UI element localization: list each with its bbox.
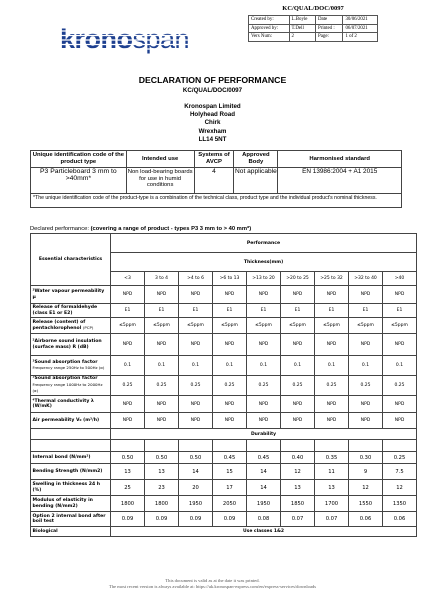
value-cell: NPD: [145, 396, 179, 413]
empty-cell: [247, 440, 281, 452]
characteristic-label: [31, 376, 111, 396]
value-cell: ≤5ppm: [349, 318, 383, 334]
characteristic-subtext: Frequency range 1000Hz to 2000Hz (α): [32, 381, 103, 394]
durability-header-row: [31, 429, 417, 440]
essential-characteristics-header: Essential characteristics: [31, 234, 111, 286]
value-cell: 14: [179, 464, 213, 480]
empty-cell: [145, 440, 179, 452]
value-cell: NPD: [145, 334, 179, 356]
kronospan-logo: [60, 26, 225, 52]
value-cell: 25: [111, 480, 145, 496]
address-line: Kronospan Limited: [184, 103, 241, 110]
value-cell: 13: [315, 480, 349, 496]
doc-box-cell: L.Boyle: [289, 16, 315, 25]
characteristic-row: [31, 286, 417, 304]
value-cell: 1350: [383, 496, 417, 512]
value-cell: 0.50: [145, 452, 179, 464]
doc-box-cell: 06/07/2021: [343, 24, 378, 33]
doc-box-cell: Page:: [315, 33, 342, 42]
value-cell: 0.25: [349, 376, 383, 396]
value-cell: NPD: [281, 396, 315, 413]
product-header-cell: Systems of AVCP: [194, 151, 234, 168]
value-cell: NPD: [349, 396, 383, 413]
durability-row: [31, 452, 417, 464]
value-cell: ≤5ppm: [179, 318, 213, 334]
declared-performance-heading: [30, 226, 251, 232]
value-cell: 1800: [111, 496, 145, 512]
empty-cell: [31, 440, 111, 452]
value-cell: 0.1: [213, 356, 247, 376]
value-cell: 0.07: [281, 512, 315, 527]
value-cell: 0.1: [145, 356, 179, 376]
value-cell: NPD: [349, 413, 383, 429]
value-cell: NPD: [247, 286, 281, 304]
durability-row: [31, 512, 417, 527]
characteristic-label: [31, 334, 111, 356]
value-cell: NPD: [179, 413, 213, 429]
value-cell: NPD: [247, 396, 281, 413]
characteristic-row: [31, 334, 417, 356]
empty-cell: [281, 440, 315, 452]
performance-table: [30, 233, 417, 537]
footer-line: The most recent version is always available at: https://uk.kronospan-express.com/en/express-services/downloads: [108, 584, 317, 589]
value-cell: E1: [213, 304, 247, 318]
value-cell: 0.25: [213, 376, 247, 396]
product-cell: Not applicable: [234, 168, 278, 194]
value-cell: E1: [179, 304, 213, 318]
value-cell: 2050: [213, 496, 247, 512]
durability-label: Modulus of elasticity in bending (N/mm2): [31, 496, 111, 512]
value-cell: 0.1: [179, 356, 213, 376]
product-cell: EN 13986:2004 + A1 2015: [278, 168, 402, 194]
empty-cell: [315, 440, 349, 452]
characteristic-name: ³Sound absorption factor: [32, 359, 98, 365]
value-cell: NPD: [213, 286, 247, 304]
doc-box-cell: 1 of 2: [343, 33, 378, 42]
address-line: Holyhead Road: [189, 111, 236, 119]
value-cell: 15: [213, 464, 247, 480]
value-cell: 0.45: [213, 452, 247, 464]
product-header-cell: Harmonised standard: [278, 151, 402, 168]
thickness-cell: >13 to 20: [247, 272, 281, 286]
footer-note: [0, 578, 425, 590]
value-cell: 0.06: [349, 512, 383, 527]
value-cell: 9: [349, 464, 383, 480]
value-cell: 1950: [247, 496, 281, 512]
doc-box-cell: Printed :: [315, 24, 342, 33]
value-cell: 23: [145, 480, 179, 496]
value-cell: 0.25: [179, 376, 213, 396]
doc-box-cell: Date: [315, 16, 342, 25]
value-cell: ≤5ppm: [145, 318, 179, 334]
doc-box-cell: 2: [289, 33, 315, 42]
value-cell: 13: [111, 464, 145, 480]
thickness-cell: 3 to 4: [145, 272, 179, 286]
product-cell: 4: [194, 168, 234, 194]
biological-label: Biological: [31, 527, 111, 537]
address-line: Wrexham: [198, 127, 227, 135]
thickness-cell: >25 to 32: [315, 272, 349, 286]
empty-cell: [349, 440, 383, 452]
value-cell: 0.25: [383, 452, 417, 464]
declared-range: (covering a range of product - types P3 3 mm to > 40 mm*): [90, 226, 252, 232]
product-table: [30, 150, 402, 208]
characteristic-name: ²Airborne sound insulation (surface mass) R (dB): [32, 339, 102, 350]
value-cell: 1700: [315, 496, 349, 512]
empty-cell: [179, 440, 213, 452]
value-cell: 11: [315, 464, 349, 480]
value-cell: NPD: [145, 413, 179, 429]
address-line: Chirk: [204, 119, 221, 127]
value-cell: NPD: [179, 334, 213, 356]
declared-label: Declared performance:: [30, 226, 91, 232]
doc-reference: KC/QUAL/DOC/0097: [282, 5, 344, 12]
durability-label: Bending Strength (N/mm2): [31, 464, 111, 480]
value-cell: E1: [111, 304, 145, 318]
page-subtitle: KC/QUAL/DOC/0097: [182, 87, 243, 94]
value-cell: NPD: [315, 413, 349, 429]
empty-cell: [111, 440, 145, 452]
biological-row: [31, 527, 417, 537]
value-cell: 0.25: [247, 376, 281, 396]
thickness-cell: >4 to 6: [179, 272, 213, 286]
characteristic-label: [31, 286, 111, 304]
value-cell: NPD: [213, 334, 247, 356]
characteristic-label: [31, 356, 111, 376]
value-cell: 0.1: [111, 356, 145, 376]
doc-box-cell: T.Dell: [289, 24, 315, 33]
value-cell: 14: [247, 464, 281, 480]
value-cell: 0.25: [111, 376, 145, 396]
logo-bold-text: krono: [60, 24, 133, 54]
characteristic-label: [31, 304, 111, 318]
empty-cell: [213, 440, 247, 452]
value-cell: 0.25: [383, 376, 417, 396]
value-cell: NPD: [111, 334, 145, 356]
thickness-cell: >6 to 13: [213, 272, 247, 286]
value-cell: E1: [349, 304, 383, 318]
value-cell: NPD: [179, 286, 213, 304]
value-cell: 0.1: [383, 356, 417, 376]
value-cell: 14: [247, 480, 281, 496]
durability-row: [31, 480, 417, 496]
value-cell: NPD: [383, 396, 417, 413]
characteristic-row: [31, 376, 417, 396]
characteristic-name: Release of formaldehyde (class E1 or E2): [32, 305, 98, 316]
performance-header: Performance: [111, 234, 417, 253]
value-cell: 0.35: [315, 452, 349, 464]
doc-box-cell: Vers Num:: [249, 33, 290, 42]
value-cell: NPD: [281, 334, 315, 356]
value-cell: 0.07: [315, 512, 349, 527]
product-header-cell: Unique identification code of the product type: [31, 151, 127, 168]
value-cell: NPD: [315, 286, 349, 304]
value-cell: ≤5ppm: [111, 318, 145, 334]
durability-header: Durability: [111, 429, 417, 440]
durability-label: Swelling in thickness 24 h (%): [31, 480, 111, 496]
value-cell: E1: [145, 304, 179, 318]
doc-box-cell: Created by:: [249, 16, 290, 25]
value-cell: 0.1: [315, 356, 349, 376]
logo-light-text: span: [132, 24, 190, 54]
characteristic-row: [31, 318, 417, 334]
characteristic-subtext: (PCP): [82, 325, 94, 330]
product-cell: Non load-bearing boards for use in humid conditions: [126, 168, 194, 194]
value-cell: NPD: [383, 413, 417, 429]
value-cell: NPD: [213, 413, 247, 429]
value-cell: 7.5: [383, 464, 417, 480]
characteristic-label: [31, 318, 111, 334]
value-cell: NPD: [213, 396, 247, 413]
characteristic-name: Air permeability V₀ (m³/h): [32, 417, 100, 423]
value-cell: ≤5ppm: [247, 318, 281, 334]
value-cell: E1: [247, 304, 281, 318]
thickness-cell: <3: [111, 272, 145, 286]
value-cell: NPD: [179, 396, 213, 413]
value-cell: NPD: [111, 396, 145, 413]
product-note: *The unique identification code of the product-type is a combination of the technical class, product type and the individual product's nominal thickness.: [31, 194, 402, 208]
value-cell: 17: [213, 480, 247, 496]
value-cell: E1: [383, 304, 417, 318]
value-cell: 12: [383, 480, 417, 496]
characteristic-row: [31, 304, 417, 318]
value-cell: ≤5ppm: [281, 318, 315, 334]
value-cell: 0.25: [145, 376, 179, 396]
doc-box-row: [249, 33, 378, 42]
characteristic-name: ³Water vapour permeability μ: [32, 289, 105, 300]
value-cell: NPD: [281, 413, 315, 429]
characteristic-name: ⁴Thermal conductivity λ (W/mK): [32, 398, 94, 409]
doc-box-cell: 30/06/2021: [343, 16, 378, 25]
durability-row: [31, 496, 417, 512]
value-cell: 0.09: [179, 512, 213, 527]
value-cell: 0.50: [111, 452, 145, 464]
product-header-cell: Approved Body: [234, 151, 278, 168]
durability-row: [31, 464, 417, 480]
characteristic-label: [31, 396, 111, 413]
value-cell: NPD: [111, 413, 145, 429]
value-cell: E1: [281, 304, 315, 318]
value-cell: E1: [315, 304, 349, 318]
characteristic-row: [31, 356, 417, 376]
empty-cell: [31, 429, 111, 440]
biological-value: Use classes 1&2: [111, 527, 417, 537]
value-cell: 1800: [145, 496, 179, 512]
characteristic-subtext: Frequency range 250Hz to 500Hz (α): [32, 365, 105, 370]
value-cell: 0.50: [179, 452, 213, 464]
characteristic-row: [31, 413, 417, 429]
value-cell: NPD: [145, 286, 179, 304]
spacer-row: [31, 440, 417, 452]
value-cell: NPD: [247, 413, 281, 429]
value-cell: NPD: [383, 286, 417, 304]
characteristic-label: [31, 413, 111, 429]
value-cell: 0.09: [111, 512, 145, 527]
value-cell: 0.45: [247, 452, 281, 464]
thickness-cell: >40: [383, 272, 417, 286]
thickness-cell: >20 to 25: [281, 272, 315, 286]
value-cell: 12: [281, 464, 315, 480]
value-cell: 1950: [179, 496, 213, 512]
doc-box-row: [249, 24, 378, 33]
value-cell: 0.08: [247, 512, 281, 527]
value-cell: 1550: [349, 496, 383, 512]
characteristic-name: ³Sound absorption factor: [32, 376, 98, 382]
value-cell: 0.09: [213, 512, 247, 527]
doc-box-row: [249, 16, 378, 25]
value-cell: NPD: [349, 286, 383, 304]
value-cell: 0.40: [281, 452, 315, 464]
characteristic-name: Release (content) of pentachlorophenol: [32, 319, 86, 331]
value-cell: 0.1: [349, 356, 383, 376]
product-cell: P3 Particleboard 3 mm to >40mm*: [31, 168, 127, 194]
value-cell: NPD: [315, 396, 349, 413]
value-cell: 13: [281, 480, 315, 496]
thickness-cell: >32 to 40: [349, 272, 383, 286]
performance-header-row: [31, 234, 417, 253]
doc-control-box: [248, 15, 378, 42]
page-title: DECLARATION OF PERFORMANCE: [138, 75, 287, 85]
value-cell: 13: [145, 464, 179, 480]
value-cell: 0.1: [247, 356, 281, 376]
value-cell: 0.25: [315, 376, 349, 396]
value-cell: ≤5ppm: [383, 318, 417, 334]
value-cell: 0.06: [383, 512, 417, 527]
empty-cell: [383, 440, 417, 452]
value-cell: NPD: [349, 334, 383, 356]
value-cell: 1850: [281, 496, 315, 512]
value-cell: 0.30: [349, 452, 383, 464]
value-cell: NPD: [383, 334, 417, 356]
value-cell: NPD: [111, 286, 145, 304]
value-cell: 12: [349, 480, 383, 496]
footer-line: This document is valid as at the date it was printed.: [165, 578, 260, 583]
product-header-cell: Intended use: [126, 151, 194, 168]
thickness-header: Thickness(mm): [111, 253, 417, 272]
value-cell: 20: [179, 480, 213, 496]
value-cell: ≤5ppm: [213, 318, 247, 334]
doc-box-cell: Approved by:: [249, 24, 290, 33]
value-cell: 0.09: [145, 512, 179, 527]
address-line: LL14 5NT: [198, 135, 227, 143]
characteristic-row: [31, 396, 417, 413]
value-cell: NPD: [281, 286, 315, 304]
value-cell: 0.1: [281, 356, 315, 376]
durability-label: Option 2 internal bond after boil test: [31, 512, 111, 527]
value-cell: NPD: [315, 334, 349, 356]
company-address: [0, 103, 425, 144]
value-cell: NPD: [247, 334, 281, 356]
value-cell: ≤5ppm: [315, 318, 349, 334]
value-cell: 0.25: [281, 376, 315, 396]
durability-label: Internal bond (N/mm²): [31, 452, 111, 464]
